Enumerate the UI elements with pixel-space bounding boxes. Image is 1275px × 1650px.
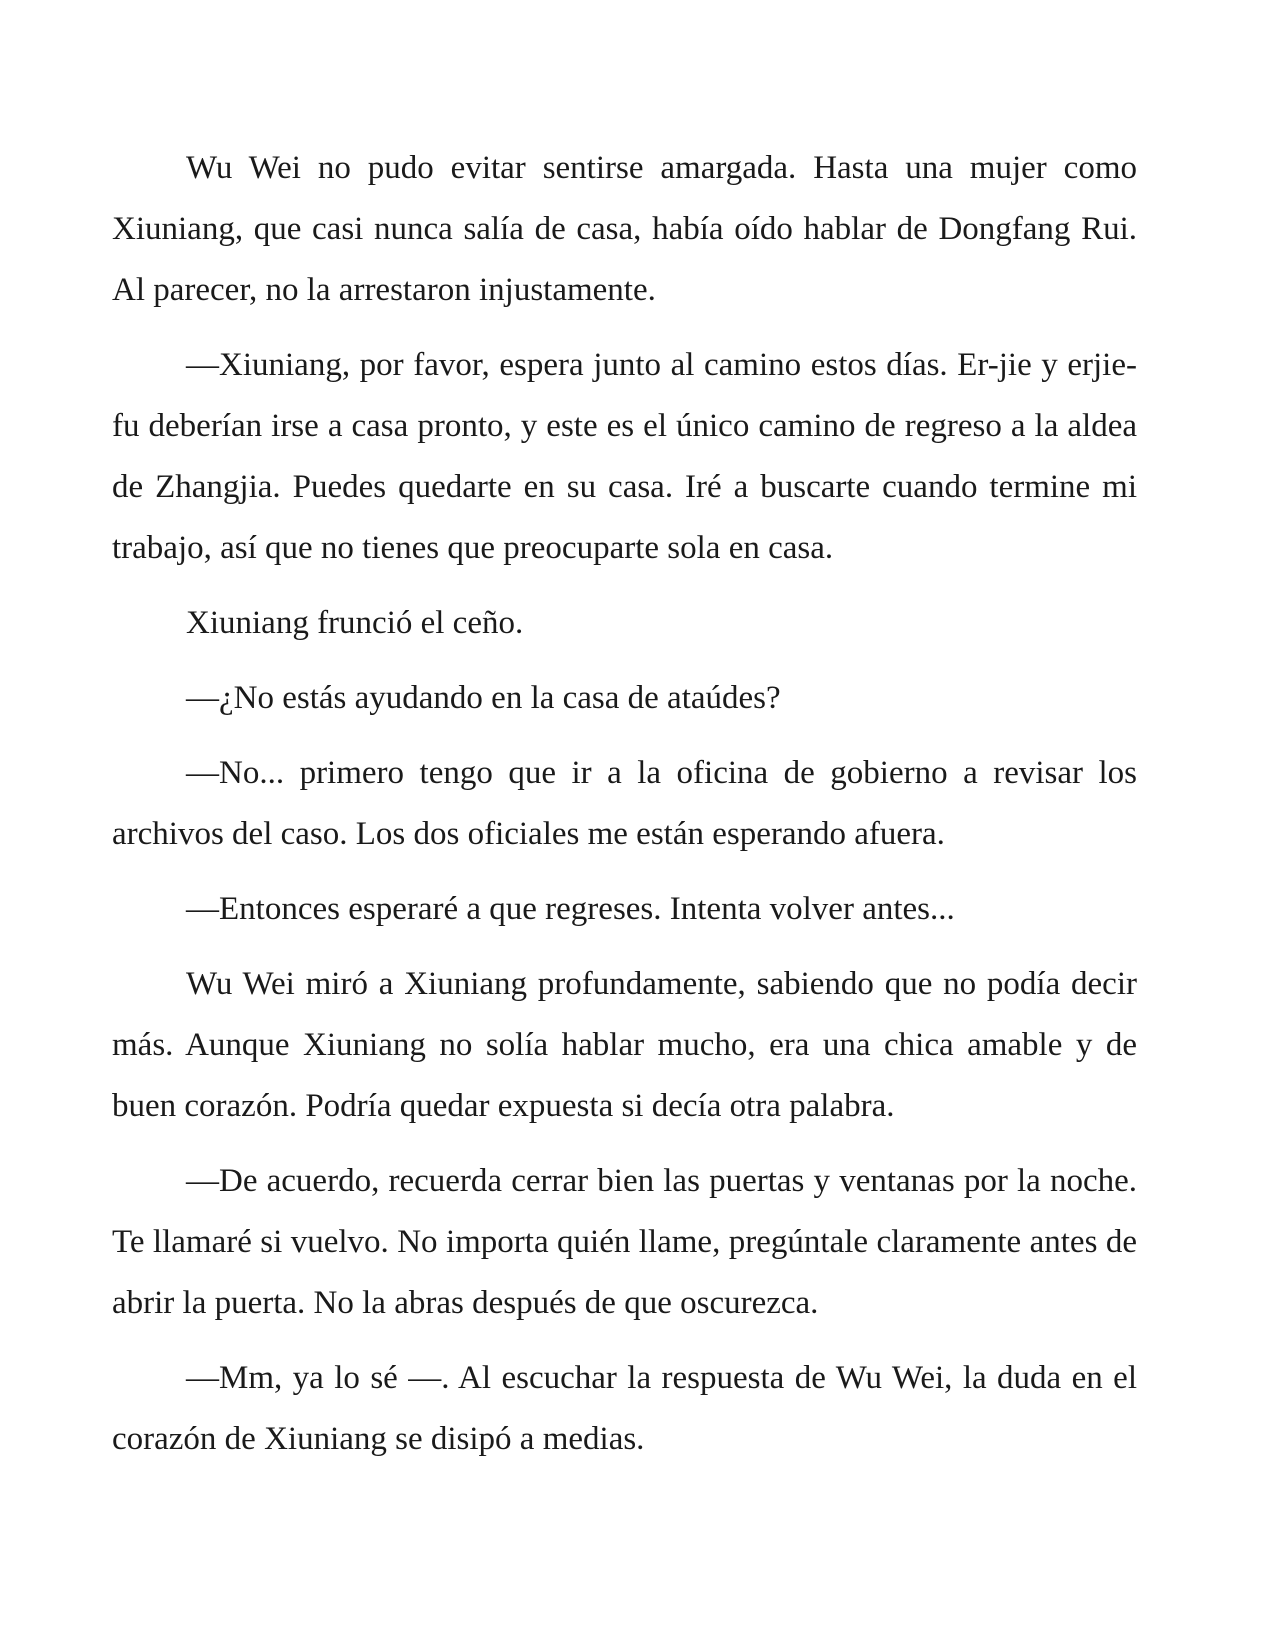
paragraph-1: Wu Wei no pudo evitar sentirse amargada. Hasta una mujer como Xiuniang, que casi nunca salía de casa, había oído hablar de Dongfang Rui. Al parecer, no la arrestaron injustamente. — [112, 150, 1137, 308]
paragraph-6: —Entonces esperaré a que regreses. Intenta volver antes... — [186, 891, 955, 927]
paragraph-9: —Mm, ya lo sé —. Al escuchar la respuesta de Wu Wei, la duda en el corazón de Xiuniang se disipó a medias. — [112, 1360, 1137, 1457]
paragraph-7: Wu Wei miró a Xiuniang profundamente, sabiendo que no podía decir más. Aunque Xiuniang no solía hablar mucho, era una chica amable y de buen corazón. Podría quedar expuesta si decía otra palabra. — [112, 966, 1137, 1124]
paragraph-4: —¿No estás ayudando en la casa de ataúdes? — [186, 680, 781, 716]
paragraph-8: —De acuerdo, recuerda cerrar bien las puertas y ventanas por la noche. Te llamaré si vuelvo. No importa quién llame, pregúntale claramente antes de abrir la puerta. No la abras después de que oscurezca. — [112, 1163, 1137, 1321]
paragraph-5: —No... primero tengo que ir a la oficina de gobierno a revisar los archivos del caso. Los dos oficiales me están esperando afuera. — [112, 755, 1137, 852]
paragraph-3: Xiuniang frunció el ceño. — [186, 605, 524, 641]
text-body — [112, 138, 1137, 1484]
paragraph-2: —Xiuniang, por favor, espera junto al camino estos días. Er-jie y erjie-fu deberían irse a casa pronto, y este es el único camino de regreso a la aldea de Zhangjia. Puedes quedarte en su casa. Iré a buscarte cuando termine mi trabajo, así que no tienes que preocuparte sola en casa. — [112, 347, 1137, 566]
